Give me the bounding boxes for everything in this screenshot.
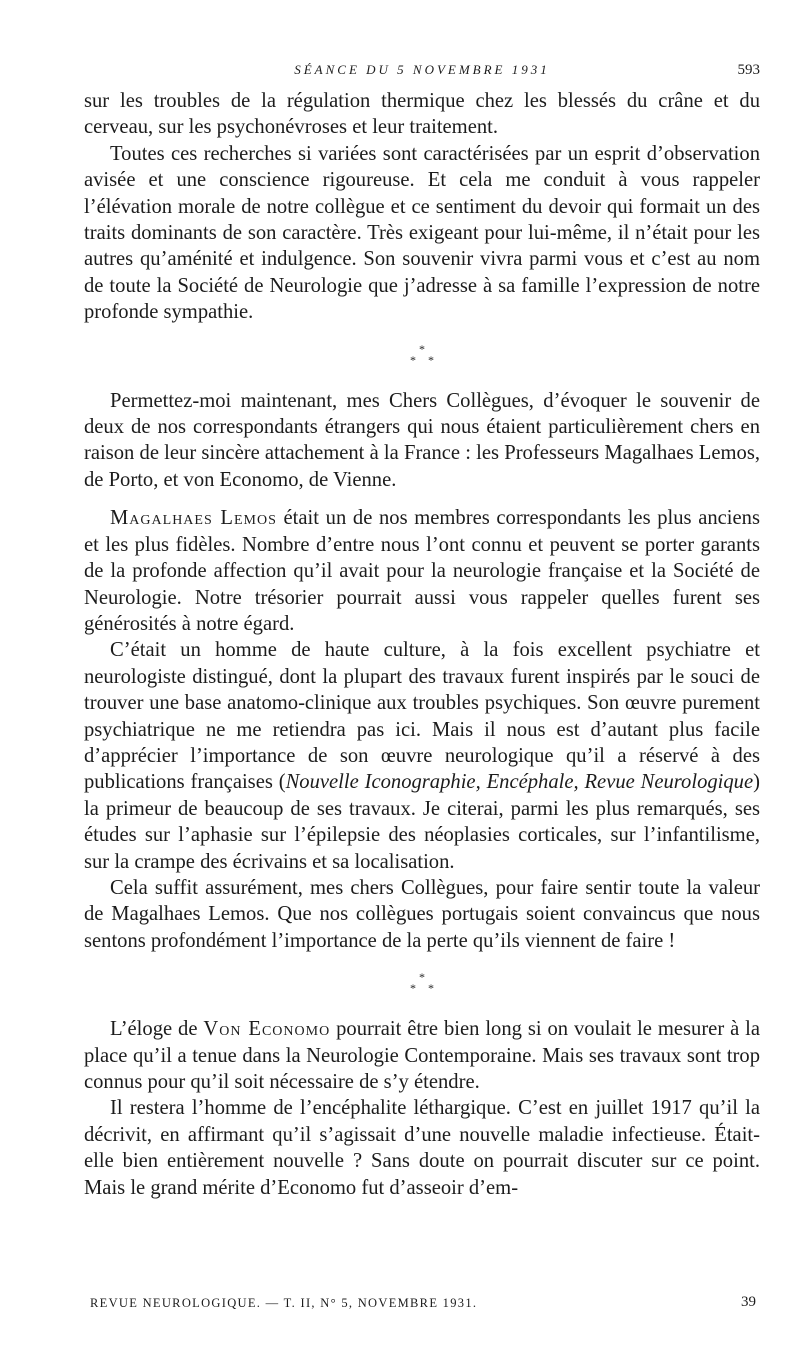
body-text <box>84 88 760 1201</box>
paragraph: Cela suffit assurément, mes chers Collègues, pour faire sentir toute la valeur de Magalhaes Lemos. Que nos collègues portugais soient convaincus que nous sentons profondément l’importance de la perte qu’ils viennent de faire ! <box>84 876 760 952</box>
journal-footer: REVUE NEUROLOGIQUE. — T. II, N° 5, NOVEMBRE 1931. <box>90 1296 478 1310</box>
running-head <box>84 62 760 88</box>
person-name: Magalhaes Lemos <box>110 507 277 530</box>
asterism-top: * <box>419 341 425 356</box>
paragraph <box>84 505 760 637</box>
asterism-top: * <box>419 970 425 985</box>
asterism-divider <box>84 972 760 994</box>
paragraph <box>84 637 760 875</box>
page <box>84 62 760 1201</box>
paragraph-text: ) la primeur de beaucoup de ses travaux. Je citerai, parmi les plus remarqués, ses études sur l’aphasie sur l’épilepsie des néoplasies corticales, sur l’infantilisme, sur la crampe des écrivains et sa localisation. <box>84 771 760 873</box>
person-name: Von Economo <box>203 1018 331 1041</box>
journal-titles: Nouvelle Iconographie, Encéphale, Revue Neurologique <box>285 771 754 794</box>
paragraph: Permettez-moi maintenant, mes Chers Collègues, d’évoquer le souvenir de deux de nos correspondants étrangers qui nous étaient particulièrement chers en raison de leur sincère attachement à la France : les Professeurs Magalhaes Lemos, de Porto, et von Economo, de Vienne. <box>84 389 760 491</box>
paragraph-text: pourrait être bien long si on voulait le mesurer à la place qu’il a tenue dans la Neurologie Contemporaine. Mais ses travaux sont trop connus pour qu’il soit nécessaire de s’y étendre. <box>84 1018 760 1093</box>
paragraph-text: C’était un homme de haute culture, à la fois excellent psychiatre et neurologiste distingué, dont la plupart des travaux furent inspirés par le souci de trouver une base anatomo-clinique aux troubles psychiques. Son œuvre purement psychiatrique ne me retiendra pas ici. Mais il nous est d’autant plus facile d’apprécier l’importance de son œuvre neurologique qu’il a réservé à des publications françaises ( <box>84 639 760 794</box>
signature-mark: 39 <box>741 1294 756 1310</box>
asterism-bottom: ** <box>410 981 446 996</box>
running-title: SÉANCE DU 5 NOVEMBRE 1931 <box>294 62 550 77</box>
page-number: 593 <box>737 62 760 78</box>
paragraph: Toutes ces recherches si variées sont caractérisées par un esprit d’observation avisée et une conscience rigoureuse. Et cela me conduit à vous rappeler l’élévation morale de notre collègue et ce sentiment du devoir qui formait un des traits dominants de son caractère. Très exigeant pour lui-même, il n’était pour les autres qu’aménité et indulgence. Son souvenir vivra parmi vous et c’est au nom de toute la Société de Neurologie que j’adresse à sa famille l’expression de notre profonde sympathie. <box>84 142 760 324</box>
paragraph-text: était un de nos membres correspondants les plus anciens et les plus fidèles. Nombre d’entre nous l’ont connu et peuvent se porter garants de la profonde affection qu’il avait pour la neurologie française et la Société de Neurologie. Notre trésorier pourrait aussi vous rappeler quelles furent ses générosités à notre égard. <box>84 507 760 635</box>
paragraph <box>84 1016 760 1095</box>
asterism-divider <box>84 341 760 367</box>
asterism-bottom: ** <box>410 352 446 367</box>
paragraph: sur les troubles de la régulation thermique chez les blessés du crâne et du cerveau, sur les psychonévroses et leur traitement. <box>84 90 760 139</box>
paragraph-text: L’éloge de <box>110 1018 204 1041</box>
page-footer <box>84 1296 760 1318</box>
paragraph: Il restera l’homme de l’encéphalite léthargique. C’est en juillet 1917 qu’il la décrivit, en affirmant qu’il s’agissait d’une nouvelle maladie infectieuse. Était-elle bien entièrement nouvelle ? Sans doute on pourrait discuter sur ce point. Mais le grand mérite d’Economo fut d’asseoir d’em- <box>84 1097 760 1199</box>
